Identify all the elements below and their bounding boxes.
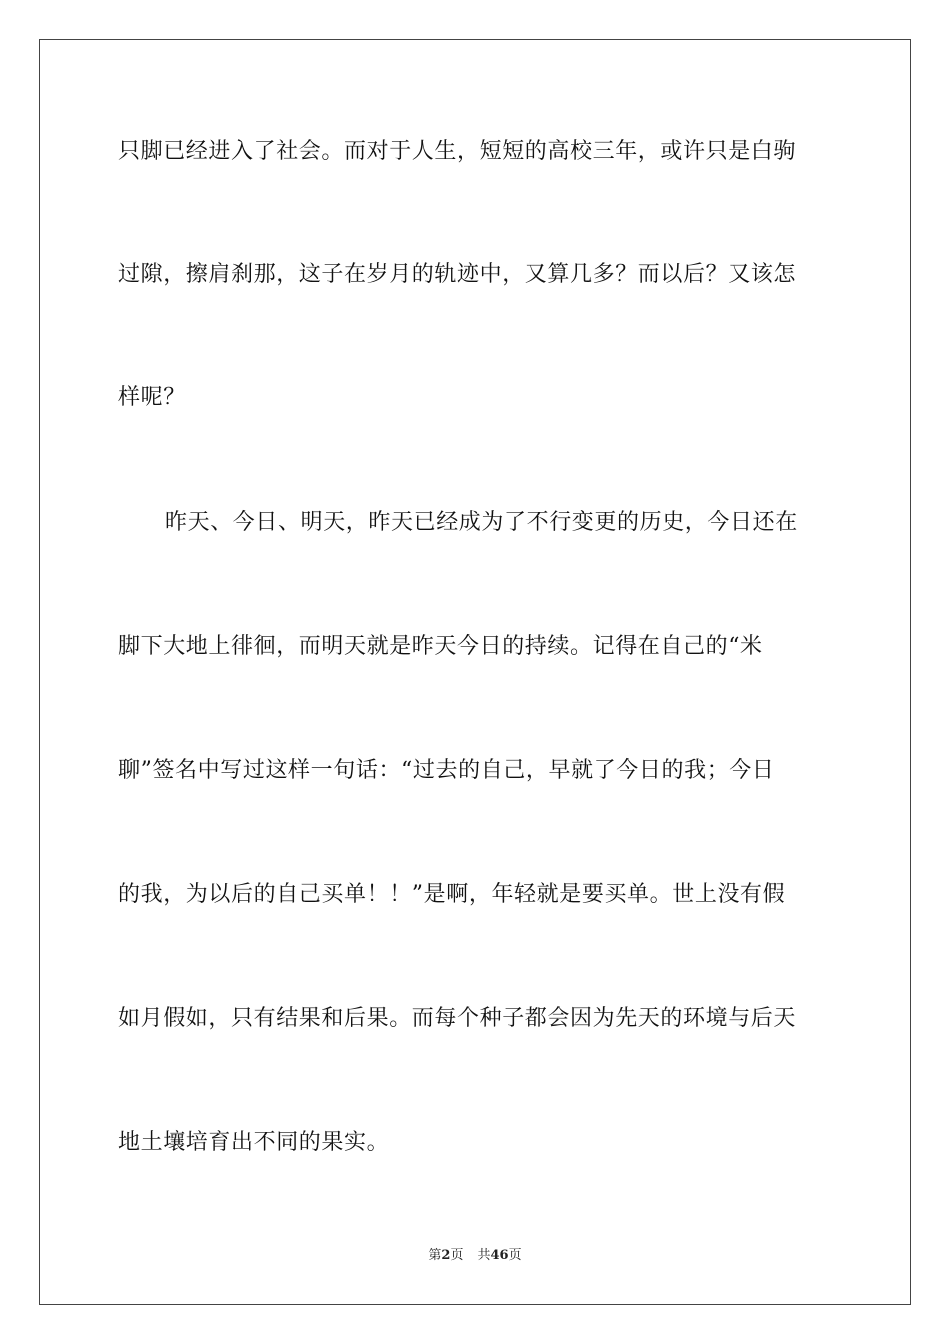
text-line: 只脚已经进入了社会。而对于人生，短短的高校三年，或许只是白驹 <box>118 139 797 164</box>
total-pages: 46 <box>490 1248 509 1263</box>
page-frame <box>39 39 911 1305</box>
text-line: 的我，为以后的自己买单！！”是啊，年轻就是要买单。世上没有假 <box>118 882 786 907</box>
text-line: 过隙，擦肩刹那，这子在岁月的轨迹中，又算几多？而以后？又该怎 <box>118 262 797 287</box>
text-line: 聊”签名中写过这样一句话：“过去的自己，早就了今日的我；今日 <box>118 758 775 783</box>
text-line: 样呢？ <box>118 385 186 410</box>
page-number: 2 <box>441 1248 451 1263</box>
page-footer <box>0 1247 950 1265</box>
page-prefix: 第 <box>428 1248 442 1263</box>
total-suffix: 页 <box>508 1248 522 1263</box>
text-line: 脚下大地上徘徊，而明天就是昨天今日的持续。记得在自己的“米 <box>118 634 763 659</box>
page-suffix: 页 <box>450 1248 464 1263</box>
paragraph-start-line: 昨天、今日、明天，昨天已经成为了不行变更的历史，今日还在 <box>165 510 798 535</box>
total-prefix: 共 <box>477 1248 491 1263</box>
text-line: 如月假如，只有结果和后果。而每个种子都会因为先天的环境与后天 <box>118 1006 797 1031</box>
text-line: 地土壤培育出不同的果实。 <box>118 1130 390 1155</box>
